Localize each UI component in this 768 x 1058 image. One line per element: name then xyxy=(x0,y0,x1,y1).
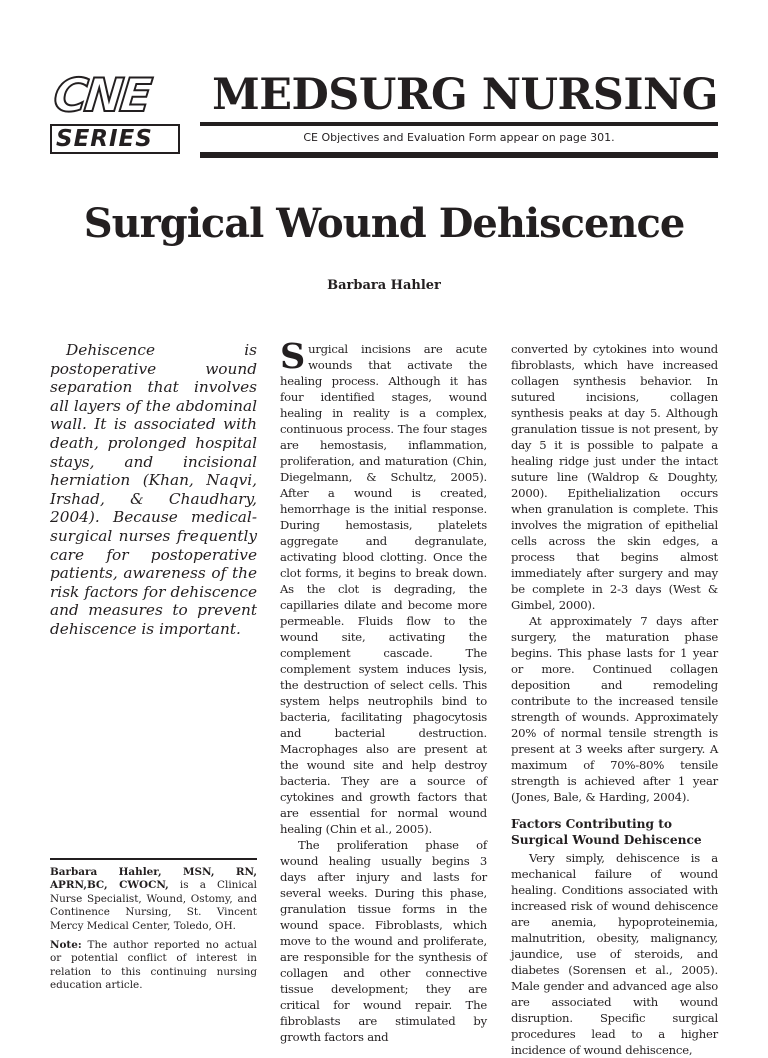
note-text: The author reported no actual or potential conflict of interest in relation to this continuing nursing education article. xyxy=(50,939,257,992)
section-heading-line-2: Surgical Wound Dehiscence xyxy=(511,832,702,847)
section-heading-line-1: Factors Contributing to xyxy=(511,817,672,831)
body-paragraph-1-text: urgical incisions are acute wounds that activate the healing process. Although it has four identified stages, wound healing in reality is a complex, continuous process. The four stages are hemostasis, inflammation, proliferation, and maturation (Chin, Diegelmann, & Schultz, 2005). After a wound is created, hemorrhage is the initial response. During hemostasis, platelets aggregate and degranulate, activating blood clotting. Once the clot forms, it begins to break down. As the clot is degrading, the capillaries dilate and become more permeable. Fluids flow to the wound site, activating the complement cascade. The complement system induces lysis, the destruction of select cells. This system helps neutrophils bind to bacteria, facilitating phagocytosis and bacterial destruction. Macrophages also are present at the wound site and help destroy bacteria. They are a source of cytokines and growth factors that are essential for normal wound healing (Chin et al., 2005). xyxy=(280,342,487,836)
bio-paragraph xyxy=(50,866,257,933)
bio-text: is a Clinical Nurse Specialist, Wound, Ostomy, and Continence Nursing, St. Vincent Mercy Medical Center, Toledo, OH. xyxy=(50,879,257,932)
body-paragraph-1 xyxy=(280,336,487,837)
note-label: Note: xyxy=(50,939,82,952)
body-column-middle xyxy=(280,336,487,1045)
author-byline: Barbara Hahler xyxy=(327,278,441,293)
drop-cap: S xyxy=(280,336,306,377)
cne-series-logo xyxy=(50,68,190,160)
disclosure-note xyxy=(50,939,257,993)
bio-author-name: Barbara Hahler, MSN, RN, APRN,BC, CWOCN, xyxy=(50,866,257,892)
body-paragraph-4: Very simply, dehiscence is a mechanical failure of wound healing. Conditions associated with increased risk of wound dehiscence are anemia, hypoproteinemia, malnutrition, obesity, malignancy, jaundice, use of steroids, and diabetes (Sorensen et al., 2005). Male gender and advanced age also are associated with wound disruption. Specific surgical procedures lead to a higher incidence of wound dehiscence, xyxy=(511,851,718,1057)
abstract-column xyxy=(50,341,257,639)
body-paragraph-3: At approximately 7 days after surgery, the maturation phase begins. This phase lasts for 1 year or more. Continued collagen deposition and remodeling contribute to the increased tensile strength of wounds. Approximately 20% of normal tensile strength is present at 3 weeks after surgery. A maximum of 70%-80% tensile strength is achieved after 1 year (Jones, Bale, & Harding, 2004). xyxy=(511,614,718,804)
body-paragraph-2-continued: converted by cytokines into wound fibroblasts, which have increased collagen synthesis behavior. In sutured incisions, collagen synthesis peaks at day 5. Although granulation tissue is not present, by day 5 it is possible to palpate a healing ridge just under the intact suture line (Waldrop & Doughty, 2000). Epithelialization occurs when granulation is complete. This involves the migration of epithelial cells across the skin edges, a process that begins almost immediately after surgery and may be complete in 2-3 days (West & Gimbel, 2000). xyxy=(511,342,718,612)
article-title: Surgical Wound Dehiscence xyxy=(83,200,685,247)
author-bio xyxy=(50,858,257,999)
ce-objectives-note: CE Objectives and Evaluation Form appear on page 301. xyxy=(303,131,615,144)
abstract-text: Dehiscence is postoperative wound separation that involves all layers of the abdominal wall. It is associated with death, prolonged hospital stays, and incisional herniation (Khan, Naqvi, Irshad, & Chaudhary, 2004). Because medical-surgical nurses frequently care for postoperative patients, awareness of the risk factors for dehiscence and measures to prevent dehiscence is important. xyxy=(50,341,257,638)
body-column-right xyxy=(511,341,718,1058)
body-paragraph-2: The proliferation phase of wound healing usually begins 3 days after injury and lasts for several weeks. During this phase, granulation tissue forms in the wound space. Fibroblasts, which move to the wound and proliferate, are responsible for the synthesis of collagen and other connective tissue development; they are critical for wound repair. The fibroblasts are stimulated by growth factors and xyxy=(280,838,487,1044)
publication-title: MEDSURG NURSING xyxy=(212,70,718,120)
masthead-rule-bottom xyxy=(200,152,718,158)
logo-series-text: SERIES xyxy=(50,124,180,154)
masthead-rule-top xyxy=(200,122,718,126)
masthead xyxy=(50,68,718,164)
section-heading xyxy=(511,817,718,848)
logo-cne-text: CNE xyxy=(51,68,152,122)
